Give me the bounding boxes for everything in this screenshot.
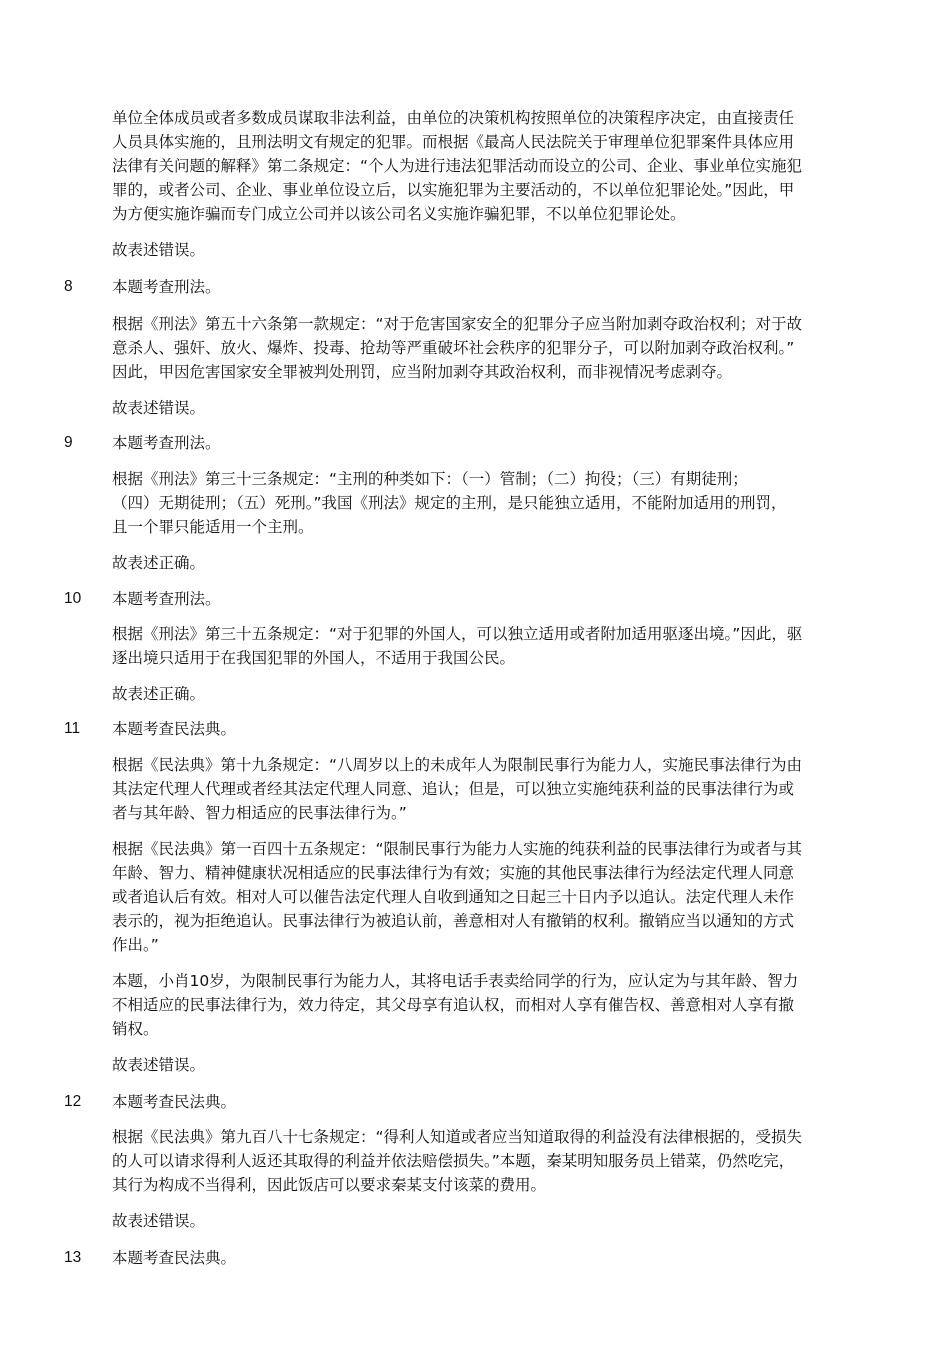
paragraph-item-11-c xyxy=(112,969,872,1041)
item-number-13: 13 xyxy=(64,1249,82,1266)
item-heading-12 xyxy=(112,1090,872,1114)
item-heading-10 xyxy=(112,587,872,611)
text-line: 逐出境只适用于在我国犯罪的外国人，不适用于我国公民。 xyxy=(112,649,516,667)
text-line: 意杀人、强奸、放火、爆炸、投毒、抢劫等严重破坏社会秩序的犯罪分子，可以附加剥夺政治权利。” xyxy=(112,339,795,357)
paragraph-item-11-a xyxy=(112,753,872,825)
text-line: 根据《民法典》第一百四十五条规定：“限制民事行为能力人实施的纯获利益的民事法律行为或者与其 xyxy=(112,840,803,858)
text-line: 者与其年龄、智力相适应的民事法律行为。” xyxy=(112,804,407,822)
text-line: 根据《刑法》第三十五条规定：“对于犯罪的外国人，可以独立适用或者附加适用驱逐出境。”因此，驱 xyxy=(112,625,803,643)
text-line: 故表述正确。 xyxy=(112,554,206,572)
item-heading-9 xyxy=(112,431,872,455)
paragraph-item-9 xyxy=(112,467,872,539)
text-line: 不相适应的民事法律行为，效力待定，其父母享有追认权，而相对人享有催告权、善意相对人享有撤 xyxy=(112,996,795,1014)
text-line: 故表述错误。 xyxy=(112,1212,206,1230)
text-line: 的人可以请求得利人返还其取得的利益并依法赔偿损失。”本题，秦某明知服务员上错菜，仍然吃完， xyxy=(112,1152,795,1170)
item-number-12: 12 xyxy=(64,1093,82,1110)
text-line: 本题考查刑法。 xyxy=(112,590,221,608)
text-line: 故表述错误。 xyxy=(112,241,206,259)
paragraph-item-10 xyxy=(112,622,872,670)
text-line: 根据《刑法》第五十六条第一款规定：“对于危害国家安全的犯罪分子应当附加剥夺政治权利；对于故 xyxy=(112,315,803,333)
item-number-8: 8 xyxy=(64,278,73,295)
item-number-9: 9 xyxy=(64,434,73,451)
text-line: 销权。 xyxy=(112,1020,159,1038)
item-number-10: 10 xyxy=(64,590,82,607)
text-line: 其法定代理人代理或者经其法定代理人同意、追认；但是，可以独立实施纯获利益的民事法律行为或 xyxy=(112,780,795,798)
text-line: 根据《刑法》第三十三条规定：“主刑的种类如下：（一）管制；（二）拘役；（三）有期徒刑； xyxy=(112,470,748,488)
item-heading-13 xyxy=(112,1246,872,1270)
conclusion-paragraph xyxy=(112,551,872,575)
text-line: 根据《民法典》第九百八十七条规定：“得利人知道或者应当知道取得的利益没有法律根据的，受损失 xyxy=(112,1128,803,1146)
text-line: 作出。” xyxy=(112,936,159,954)
conclusion-paragraph xyxy=(112,396,872,420)
paragraph-item-8 xyxy=(112,312,872,384)
text-line: 本题考查民法典。 xyxy=(112,720,237,738)
text-line: 或者追认后有效。相对人可以催告法定代理人自收到通知之日起三十日内予以追认。法定代理人未作 xyxy=(112,888,795,906)
text-line: 故表述错误。 xyxy=(112,1056,206,1074)
text-line: 根据《民法典》第十九条规定：“八周岁以上的未成年人为限制民事行为能力人，实施民事法律行为由 xyxy=(112,756,803,774)
item-number-11: 11 xyxy=(64,720,81,737)
paragraph-item-12 xyxy=(112,1125,872,1197)
text-line: 为方便实施诈骗而专门成立公司并以该公司名义实施诈骗犯罪，不以单位犯罪论处。 xyxy=(112,205,686,223)
text-line: 本题考查刑法。 xyxy=(112,278,221,296)
text-line: 单位全体成员或者多数成员谋取非法利益，由单位的决策机构按照单位的决策程序决定，由直接责任 xyxy=(112,109,795,127)
text-line: 其行为构成不当得利，因此饭店可以要求秦某支付该菜的费用。 xyxy=(112,1176,547,1194)
text-line: 本题考查民法典。 xyxy=(112,1093,237,1111)
conclusion-paragraph xyxy=(112,682,872,706)
text-line: 故表述错误。 xyxy=(112,399,206,417)
text-line: 表示的，视为拒绝追认。民事法律行为被追认前，善意相对人有撤销的权利。撤销应当以通知的方式 xyxy=(112,912,795,930)
text-line: 本题考查刑法。 xyxy=(112,434,221,452)
text-line: 人员具体实施的，且刑法明文有规定的犯罪。而根据《最高人民法院关于审理单位犯罪案件具体应用 xyxy=(112,133,795,151)
paragraph-item-11-b xyxy=(112,837,872,957)
conclusion-paragraph xyxy=(112,238,872,262)
text-line: 年龄、智力、精神健康状况相适应的民事法律行为有效；实施的其他民事法律行为经法定代理人同意 xyxy=(112,864,795,882)
text-line: 因此，甲因危害国家安全罪被判处刑罚，应当附加剥夺其政治权利，而非视情况考虑剥夺。 xyxy=(112,363,733,381)
conclusion-paragraph xyxy=(112,1209,872,1233)
text-line: 本题考查民法典。 xyxy=(112,1249,237,1267)
item-heading-8 xyxy=(112,275,872,299)
text-line: 故表述正确。 xyxy=(112,685,206,703)
conclusion-paragraph xyxy=(112,1053,872,1077)
text-line: （四）无期徒刑；（五）死刑。”我国《刑法》规定的主刑，是只能独立适用，不能附加适用的刑罚， xyxy=(112,494,787,512)
item-heading-11 xyxy=(112,717,872,741)
text-line: 罪的，或者公司、企业、事业单位设立后，以实施犯罪为主要活动的，不以单位犯罪论处。”因此，甲 xyxy=(112,181,795,199)
text-line: 且一个罪只能适用一个主刑。 xyxy=(112,518,314,536)
text-line: 本题，小肖10岁，为限制民事行为能力人，其将电话手表卖给同学的行为，应认定为与其年龄、智力 xyxy=(112,972,799,990)
text-line: 法律有关问题的解释》第二条规定：“个人为进行违法犯罪活动而设立的公司、企业、事业单位实施犯 xyxy=(112,157,803,175)
paragraph-unit-crime xyxy=(112,106,872,226)
